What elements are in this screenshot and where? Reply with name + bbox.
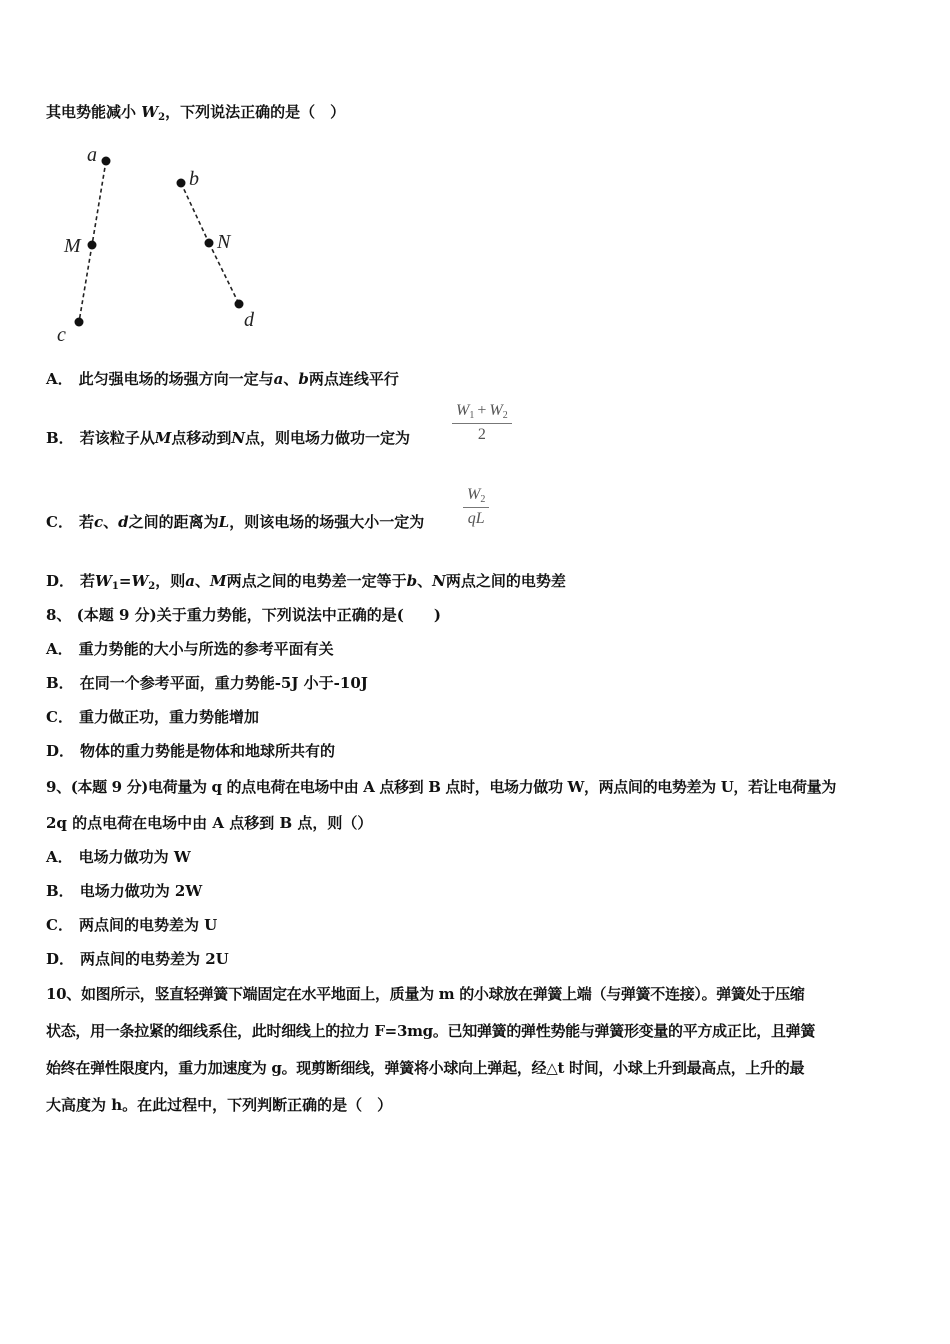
q7-option-a — [46, 369, 399, 389]
option-label: D． — [46, 950, 75, 968]
text: 点移动到 — [171, 429, 232, 447]
option-text: 两点间的电势差为 U — [78, 916, 218, 934]
q7-option-b — [46, 428, 410, 448]
var: L — [218, 513, 230, 531]
intro-text: 其电势能减小 — [46, 103, 137, 121]
text: 若 — [78, 513, 94, 531]
text: 若 — [80, 572, 96, 590]
frac-var: W — [467, 486, 481, 503]
option-text: 两点间的电势差为 2U — [80, 950, 229, 968]
frac-sub: 1 — [469, 410, 475, 421]
text: 两点之间的电势差 — [445, 572, 566, 590]
q9-stem-line-1: 9、(本题 9 分)电荷量为 q 的点电荷在电场中由 A 点移到 B 点时，电场力做功 W，两点间的电势差为 U，若让电荷量为 — [46, 778, 836, 796]
point-c — [75, 318, 84, 327]
var: M — [154, 429, 172, 447]
var: d — [118, 513, 129, 531]
text: 、 — [195, 572, 211, 590]
label-n: N — [217, 231, 231, 253]
q8-option-d — [46, 741, 335, 761]
option-label: B． — [46, 429, 74, 447]
label-a: a — [87, 144, 97, 166]
var: b — [406, 572, 418, 590]
option-label: C． — [46, 708, 73, 726]
option-label: B． — [46, 674, 74, 692]
option-text: 重力做正功，重力势能增加 — [78, 708, 259, 726]
text: ，则 — [155, 572, 186, 590]
q9-option-c — [46, 915, 217, 935]
frac-sub: 2 — [502, 410, 508, 421]
text: 之间的距离为 — [128, 513, 219, 531]
text: 、 — [417, 572, 433, 590]
text: 两点连线平行 — [308, 370, 399, 388]
option-text: 电场力做功为 W — [78, 848, 191, 866]
label-d: d — [244, 309, 254, 331]
q7-option-d — [46, 571, 566, 597]
intro-line — [46, 102, 345, 128]
text: 、 — [103, 513, 119, 531]
option-text: 在同一个参考平面，重力势能-5J 小于-10J — [79, 674, 368, 692]
label-b: b — [189, 168, 199, 190]
option-label: B． — [46, 882, 74, 900]
frac-sub: 2 — [480, 494, 486, 505]
field-points-figure — [46, 140, 286, 350]
text: 两点之间的电势差一定等于 — [226, 572, 407, 590]
option-text: 重力势能的大小与所选的参考平面有关 — [78, 640, 334, 658]
q9-option-b — [46, 881, 202, 901]
option-label: D． — [46, 572, 75, 590]
frac-var: W — [489, 402, 503, 419]
point-d — [235, 300, 244, 309]
option-text: 电场力做功为 2W — [79, 882, 203, 900]
text: 此匀强电场的场强方向一定与 — [78, 370, 274, 388]
fraction-w1-plus-w2-over-2 — [452, 402, 512, 444]
intro-var: W — [141, 103, 159, 121]
option-label: D． — [46, 742, 75, 760]
q8-stem: 8、 (本题 9 分)关于重力势能，下列说法中正确的是( ) — [46, 606, 441, 624]
frac-den: qL — [467, 510, 485, 527]
text: 点，则电场力做功一定为 — [245, 429, 411, 447]
line-b-n — [181, 183, 209, 243]
intro-text-after: ，下列说法正确的是（ ） — [165, 103, 346, 121]
text: ，则该电场的场强大小一定为 — [229, 513, 425, 531]
option-label: A． — [46, 640, 73, 658]
option-label: A． — [46, 370, 73, 388]
q9-stem-line-2: 2q 的点电荷在电场中由 A 点移到 B 点，则（） — [46, 814, 373, 832]
option-label: C． — [46, 916, 73, 934]
line-m-c — [79, 245, 92, 322]
var: N — [231, 429, 246, 447]
option-label: A． — [46, 848, 73, 866]
intro-sub: 2 — [158, 112, 166, 123]
text: 、 — [283, 370, 299, 388]
point-b — [177, 179, 186, 188]
point-a — [102, 157, 111, 166]
q8-option-b — [46, 673, 368, 693]
q10-stem-line-4: 大高度为 h。在此过程中，下列判断正确的是（ ） — [46, 1096, 393, 1114]
frac-op: + — [477, 402, 487, 419]
q8-option-a — [46, 639, 334, 659]
line-a-m — [92, 161, 106, 245]
var: b — [298, 370, 309, 388]
q7-option-c — [46, 512, 424, 532]
q9-option-d — [46, 949, 229, 969]
point-m — [88, 241, 97, 250]
q10-stem-line-2: 状态，用一条拉紧的细线系住，此时细线上的拉力 F=3mg。已知弹簧的弹性势能与弹簧形变量的平方成正比，且弹簧 — [46, 1022, 816, 1040]
sub: 2 — [148, 581, 156, 592]
var: a — [185, 572, 196, 590]
var: W — [131, 572, 149, 590]
q10-stem-line-1: 10、如图所示，竖直轻弹簧下端固定在水平地面上，质量为 m 的小球放在弹簧上端（与弹簧不连接）。弹簧处于压缩 — [46, 985, 805, 1003]
q10-stem-line-3: 始终在弹性限度内，重力加速度为 g。现剪断细线，弹簧将小球向上弹起，经△t 时间，小球上升到最高点，上升的最 — [46, 1059, 805, 1077]
q8-option-c — [46, 707, 259, 727]
var: W — [95, 572, 112, 590]
frac-den: 2 — [477, 426, 486, 443]
var: a — [273, 370, 284, 388]
option-label: C． — [46, 513, 73, 531]
q9-option-a — [46, 847, 191, 867]
frac-var: W — [456, 402, 470, 419]
point-n — [205, 239, 214, 248]
option-text: 物体的重力势能是物体和地球所共有的 — [80, 742, 336, 760]
var: N — [432, 572, 446, 590]
label-c: c — [57, 324, 66, 346]
text: = — [118, 572, 132, 590]
var: M — [210, 572, 227, 590]
label-m: M — [64, 235, 81, 257]
text: 若该粒子从 — [79, 429, 155, 447]
var: c — [93, 513, 104, 531]
fraction-w2-over-ql — [463, 486, 489, 528]
sub: 1 — [111, 581, 119, 592]
